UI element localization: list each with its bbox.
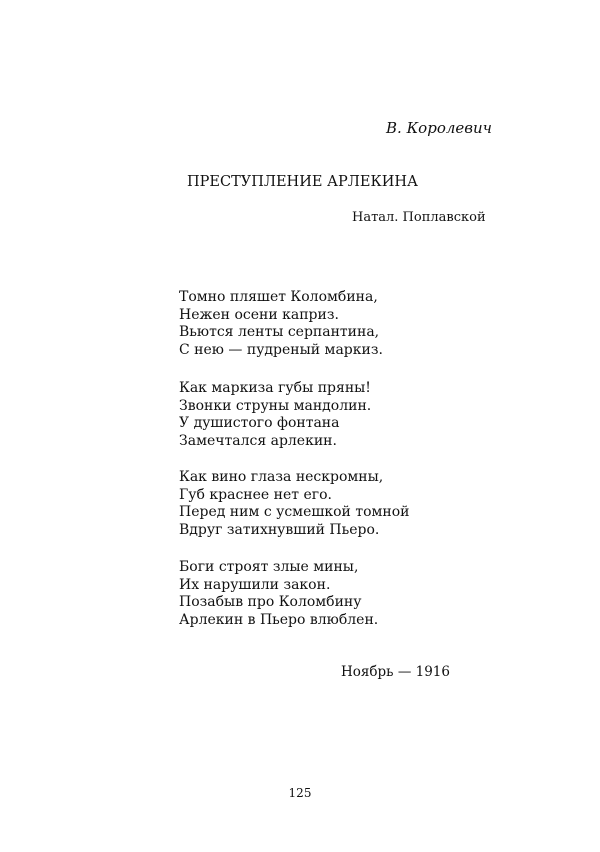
verse-line: Замечтался арлекин. <box>179 433 337 450</box>
stanza <box>179 289 383 360</box>
author-name: В. Королевич <box>386 119 492 137</box>
poem-date: Ноябрь — 1916 <box>341 664 450 680</box>
stanza <box>179 469 410 540</box>
verse-line: Их нарушили закон. <box>179 576 331 593</box>
verse-line: Вдруг затихнувший Пьеро. <box>179 522 380 539</box>
poem-title: ПРЕСТУПЛЕНИЕ АРЛЕКИНА <box>187 174 418 190</box>
verse-line: Боги строят злые мины, <box>179 559 359 575</box>
verse-line: Томно пляшет Коломбина, <box>179 289 378 305</box>
verse-line: Как маркиза губы пряны! <box>179 380 371 396</box>
verse-line: У душистого фонтана <box>179 415 340 432</box>
verse-line: Звонки струны мандолин. <box>179 397 372 414</box>
verse-line: Позабыв про Коломбину <box>179 594 362 611</box>
verse-line: С нею — пудреный маркиз. <box>179 342 383 359</box>
verse-line: Вьются ленты серпантина, <box>179 324 380 341</box>
verse-line: Перед ним с усмешкой томной <box>179 504 410 521</box>
stanza <box>179 380 371 451</box>
page-number: 125 <box>288 786 312 800</box>
verse-line: Арлекин в Пьеро влюблен. <box>179 612 379 629</box>
verse-line: Нежен осени каприз. <box>179 306 339 323</box>
dedication: Натал. Поплавской <box>352 210 486 225</box>
verse-line: Губ краснее нет его. <box>179 486 332 503</box>
verse-line: Как вино глаза нескромны, <box>179 469 384 485</box>
stanza <box>179 559 378 630</box>
